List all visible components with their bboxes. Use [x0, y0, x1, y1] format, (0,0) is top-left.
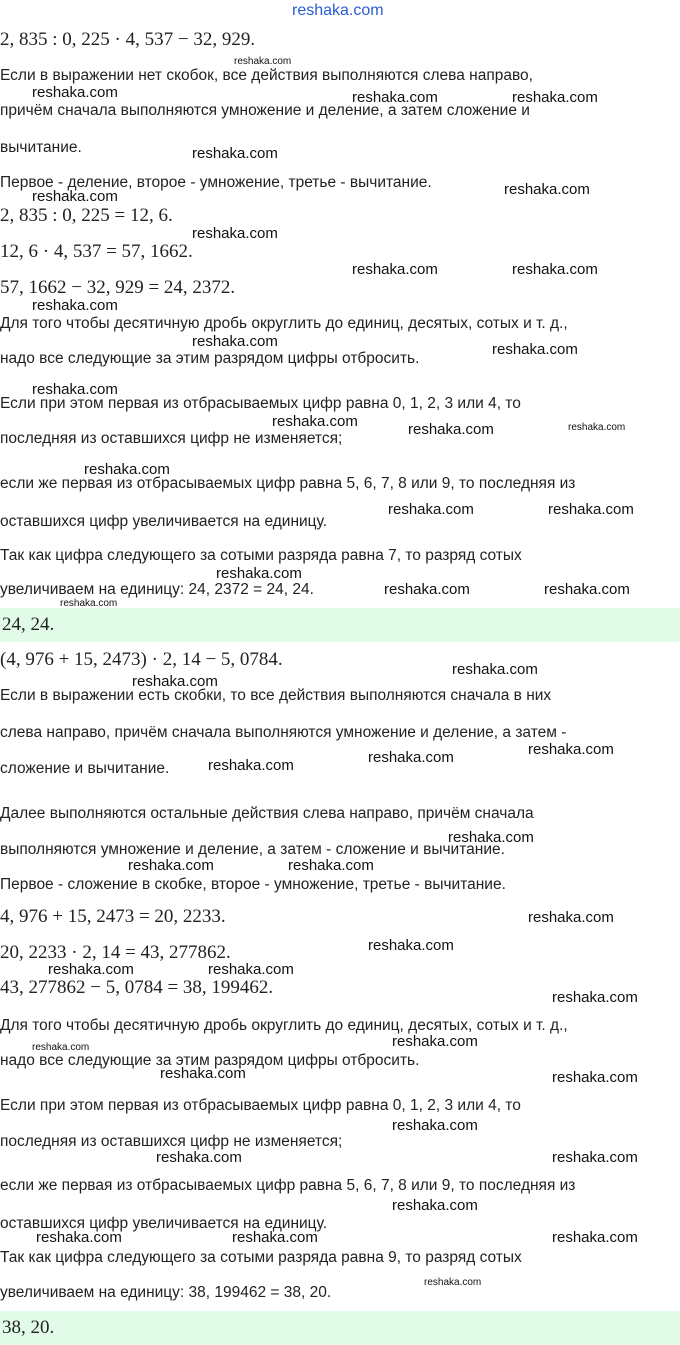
rounding-text: оставшихся цифр увеличивается на единицу.: [0, 1215, 328, 1232]
watermark: reshaka.com: [368, 937, 454, 954]
watermark: reshaka.com: [232, 1229, 318, 1246]
answer-value: 24, 24.: [2, 614, 55, 635]
watermark: reshaka.com: [352, 89, 438, 106]
rounding-text: Если при этом первая из отбрасываемых цифр равна 0, 1, 2, 3 или 4, то: [0, 395, 521, 412]
watermark: reshaka.com: [512, 261, 598, 278]
rounding-text: Для того чтобы десятичную дробь округлить до единиц, десятых, сотых и т. д.,: [0, 315, 568, 332]
expression-1: 2, 835 : 0, 225 · 4, 537 − 32, 929.: [0, 29, 256, 50]
watermark: reshaka.com: [84, 461, 170, 478]
watermark: reshaka.com: [208, 757, 294, 774]
rule-text: вычитание.: [0, 139, 82, 156]
watermark: reshaka.com: [132, 673, 218, 690]
watermark: reshaka.com: [32, 1042, 90, 1053]
watermark: reshaka.com: [452, 661, 538, 678]
watermark: reshaka.com: [32, 297, 118, 314]
digit-text: Так как цифра следующего за сотыми разряда равна 7, то разряд сотых: [0, 547, 522, 564]
watermark: reshaka.com: [156, 1149, 242, 1166]
watermark: reshaka.com: [392, 1117, 478, 1134]
watermark: reshaka.com: [36, 1229, 122, 1246]
watermark: reshaka.com: [352, 261, 438, 278]
rounding-text: оставшихся цифр увеличивается на единицу.: [0, 513, 328, 530]
watermark: reshaka.com: [528, 741, 614, 758]
watermark: reshaka.com: [528, 909, 614, 926]
rule-text: Если в выражении есть скобки, то все действия выполняются сначала в них: [0, 687, 552, 704]
answer-1: [0, 608, 680, 642]
watermark: reshaka.com: [192, 145, 278, 162]
watermark: reshaka.com: [448, 829, 534, 846]
step-1: 2, 835 : 0, 225 = 12, 6.: [0, 205, 173, 226]
watermark: reshaka.com: [548, 501, 634, 518]
watermark: reshaka.com: [424, 1277, 482, 1288]
rule-text: сложение и вычитание.: [0, 760, 170, 777]
rounding-text: Если при этом первая из отбрасываемых цифр равна 0, 1, 2, 3 или 4, то: [0, 1097, 521, 1114]
watermark: reshaka.com: [48, 961, 134, 978]
watermark: reshaka.com: [128, 857, 214, 874]
watermark: reshaka.com: [272, 413, 358, 430]
digit-text: увеличиваем на единицу: 38, 199462 = 38, 20.: [0, 1284, 332, 1301]
watermark: reshaka.com: [60, 598, 118, 609]
watermark: reshaka.com: [552, 989, 638, 1006]
watermark: reshaka.com: [32, 84, 118, 101]
step-3: 57, 1662 − 32, 929 = 24, 2372.: [0, 277, 236, 298]
watermark: reshaka.com: [192, 225, 278, 242]
rounding-text: если же первая из отбрасываемых цифр равна 5, 6, 7, 8 или 9, то последняя из: [0, 475, 576, 492]
watermark: reshaka.com: [552, 1229, 638, 1246]
rule-text: Далее выполняются остальные действия слева направо, причём сначала: [0, 805, 534, 822]
rule-text: выполняются умножение и деление, а затем - сложение и вычитание.: [0, 841, 505, 858]
order-text: Первое - сложение в скобке, второе - умножение, третье - вычитание.: [0, 876, 506, 893]
answer-2: [0, 1311, 680, 1345]
watermark: reshaka.com: [504, 181, 590, 198]
watermark: reshaka.com: [208, 961, 294, 978]
watermark: reshaka.com: [544, 581, 630, 598]
rounding-text: последняя из оставшихся цифр не изменяется;: [0, 1133, 343, 1150]
rounding-text: надо все следующие за этим разрядом цифры отбросить.: [0, 1052, 420, 1069]
step-2: 12, 6 · 4, 537 = 57, 1662.: [0, 241, 193, 262]
watermark: reshaka.com: [408, 421, 494, 438]
watermark: reshaka.com: [392, 1033, 478, 1050]
rule-text: слева направо, причём сначала выполняются умножение и деление, а затем -: [0, 724, 567, 741]
rounding-text: надо все следующие за этим разрядом цифры отбросить.: [0, 350, 420, 367]
watermark: reshaka.com: [392, 1197, 478, 1214]
step-3: 43, 277862 − 5, 0784 = 38, 199462.: [0, 977, 274, 998]
watermark: reshaka.com: [32, 381, 118, 398]
watermark: reshaka.com: [192, 333, 278, 350]
watermark: reshaka.com: [512, 89, 598, 106]
watermark: reshaka.com: [160, 1065, 246, 1082]
expression-2: (4, 976 + 15, 2473) · 2, 14 − 5, 0784.: [0, 649, 283, 670]
step-1: 4, 976 + 15, 2473 = 20, 2233.: [0, 906, 226, 927]
watermark: reshaka.com: [552, 1149, 638, 1166]
header-watermark[interactable]: reshaka.com: [292, 2, 384, 19]
digit-text: увеличиваем на единицу: 24, 2372 = 24, 24.: [0, 581, 314, 598]
watermark: reshaka.com: [32, 188, 118, 205]
watermark: reshaka.com: [568, 422, 626, 433]
watermark: reshaka.com: [384, 581, 470, 598]
watermark: reshaka.com: [388, 501, 474, 518]
digit-text: Так как цифра следующего за сотыми разряда равна 9, то разряд сотых: [0, 1249, 522, 1266]
rule-text: Если в выражении нет скобок, все действия выполняются слева направо,: [0, 67, 533, 84]
watermark: reshaka.com: [216, 565, 302, 582]
step-2: 20, 2233 · 2, 14 = 43, 277862.: [0, 942, 231, 963]
rounding-text: последняя из оставшихся цифр не изменяется;: [0, 430, 343, 447]
rounding-text: Для того чтобы десятичную дробь округлить до единиц, десятых, сотых и т. д.,: [0, 1017, 568, 1034]
order-text: Первое - деление, второе - умножение, третье - вычитание.: [0, 174, 432, 191]
answer-value: 38, 20.: [2, 1317, 55, 1338]
watermark: reshaka.com: [368, 749, 454, 766]
watermark: reshaka.com: [288, 857, 374, 874]
watermark: reshaka.com: [552, 1069, 638, 1086]
rule-text: причём сначала выполняются умножение и деление, а затем сложение и: [0, 102, 530, 119]
rounding-text: если же первая из отбрасываемых цифр равна 5, 6, 7, 8 или 9, то последняя из: [0, 1177, 576, 1194]
watermark: reshaka.com: [492, 341, 578, 358]
watermark: reshaka.com: [234, 56, 292, 67]
